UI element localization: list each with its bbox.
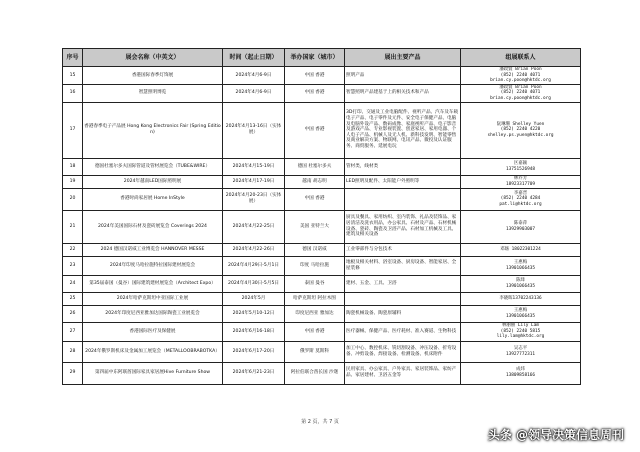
cell-no: 24 xyxy=(63,275,83,292)
cell-place: 中国 香港 xyxy=(285,322,345,341)
cell-no: 23 xyxy=(63,256,83,275)
contact-line: 邓旸 18022301224 xyxy=(500,246,541,252)
cell-place: 阿拉伯联合酋长国 沙迦 xyxy=(285,362,345,384)
cell-no: 16 xyxy=(63,84,83,102)
cell-products: 照明产品 xyxy=(345,67,461,85)
cell-place: 俄罗斯 莫斯科 xyxy=(285,341,345,362)
cell-contact xyxy=(461,84,581,102)
contact-line: 林丽丽 Lily Lam xyxy=(502,323,539,329)
cell-exhibition-name: 第35届泰国（曼谷）国际建筑建材展览会（Architect Expo） xyxy=(83,275,223,292)
cell-products: 医疗器械、保健产品、医疗耗材、准入赛道、生物科技 xyxy=(345,322,461,341)
header-name: 展会名称（中英文） xyxy=(83,49,223,67)
cell-date: 2024年4月30日-5月5日 xyxy=(223,275,285,292)
contact-line: 李晓晖13702243136 xyxy=(499,295,542,301)
cell-place: 德国 杜塞尔多夫 xyxy=(285,158,345,175)
contact-line: brian.cy.poon@hktdc.org xyxy=(490,95,551,101)
contact-line: 吴志平 xyxy=(513,345,528,351)
header-place: 举办国家（城市） xyxy=(285,49,345,67)
cell-contact xyxy=(461,305,581,322)
cell-no: 25 xyxy=(63,292,83,305)
cell-exhibition-name: 2024年印度马哈拉施特拉国际建材展览会 xyxy=(83,256,223,275)
cell-place: 哈萨克斯坦 阿拉木图 xyxy=(285,292,345,305)
cell-no: 29 xyxy=(63,362,83,384)
cell-exhibition-name: 香港国际医疗及保健展 xyxy=(83,322,223,341)
cell-place: 越南 胡志明 xyxy=(285,175,345,188)
cell-exhibition-name: 2024年哈萨克斯坦中亚国际工业展 xyxy=(83,292,223,305)
table-row xyxy=(63,102,581,158)
cell-products xyxy=(345,188,461,210)
contact-line: 陈烽 xyxy=(516,277,525,283)
cell-contact xyxy=(461,322,581,341)
table-row xyxy=(63,84,581,102)
cell-products: 陶瓷机械设备、陶瓷原辅料 xyxy=(345,305,461,322)
contact-line: 潘政賢 Brian Poon xyxy=(499,67,542,72)
cell-contact xyxy=(461,292,581,305)
table-header-row xyxy=(63,49,581,67)
contact-line: brian.cy.poon@hktdc.org xyxy=(490,78,551,84)
cell-contact xyxy=(461,362,581,384)
cell-no: 19 xyxy=(63,175,83,188)
header-contact: 组展联系人 xyxy=(461,49,581,67)
cell-date: 2024年6月21-23日 xyxy=(223,362,285,384)
table-row xyxy=(63,275,581,292)
contact-line: (852) 2240 4284 xyxy=(500,196,541,202)
cell-date: 2024年4月29日-5月1日 xyxy=(223,256,285,275)
cell-date: 2024年5月 xyxy=(223,292,285,305)
cell-date: 2024年4月6-9日 xyxy=(223,67,285,85)
table-row xyxy=(63,188,581,210)
contact-line: 林乔芳 xyxy=(513,175,528,181)
contact-line: 成炜 xyxy=(516,367,525,373)
table-row xyxy=(63,341,581,362)
table-row xyxy=(63,158,581,175)
cell-date: 2024年4月17-19日 xyxy=(223,175,285,188)
contact-line: 13929903007 xyxy=(505,226,536,232)
cell-products: 加工中心、数控机床、铣切割设备、冲压设备、折弯设备、冲剪设备、焊接设备、检测设备、机床附件 xyxy=(345,341,461,362)
contact-line: 13901066435 xyxy=(505,283,536,289)
cell-place: 中国 香港 xyxy=(285,84,345,102)
contact-line: 13751526948 xyxy=(505,166,536,172)
cell-place: 德国 汉诺威 xyxy=(285,243,345,256)
cell-place: 泰国 曼谷 xyxy=(285,275,345,292)
contact-line: 王惠梅 xyxy=(513,259,528,265)
cell-no: 28 xyxy=(63,341,83,362)
table-row xyxy=(63,243,581,256)
table-row xyxy=(63,175,581,188)
cell-no: 27 xyxy=(63,322,83,341)
contact-line: 13901066435 xyxy=(505,265,536,271)
cell-no: 26 xyxy=(63,305,83,322)
cell-no: 17 xyxy=(63,102,83,158)
contact-line: (852) 2240 4220 xyxy=(500,127,541,133)
cell-no: 22 xyxy=(63,243,83,256)
contact-line: 13809858166 xyxy=(505,373,536,379)
table-row xyxy=(63,322,581,341)
cell-no: 15 xyxy=(63,67,83,85)
cell-exhibition-name: 第四届中东阿联酋国际家具家居展Hive Furniture Show xyxy=(83,362,223,384)
cell-place: 中国 香港 xyxy=(285,102,345,158)
cell-date: 2024年4月15-19日 xyxy=(223,158,285,175)
cell-date: 2024年6月16-18日 xyxy=(223,322,285,341)
cell-exhibition-name: 2024 德国汉诺威工业博览会 HANNOVER MESSE xyxy=(83,243,223,256)
cell-contact xyxy=(461,275,581,292)
cell-exhibition-name: 2024年越南LED国际照明展 xyxy=(83,175,223,188)
cell-products: 管材类，线材类 xyxy=(345,158,461,175)
cell-no: 20 xyxy=(63,188,83,210)
contact-line: 13927772311 xyxy=(505,351,536,357)
table-row xyxy=(63,256,581,275)
cell-contact xyxy=(461,243,581,256)
cell-date: 2024年4月20-23日（实体展） xyxy=(223,188,285,210)
cell-exhibition-name: 2024年印度尼西亚雅加达国际陶瓷工业展览会 xyxy=(83,305,223,322)
cell-date: 2024年4月22-25日 xyxy=(223,210,285,243)
cell-contact xyxy=(461,158,581,175)
header-date: 时间（起止日期） xyxy=(223,49,285,67)
contact-line: 18923317709 xyxy=(505,181,536,187)
contact-line: 陈泰萍 xyxy=(513,220,528,226)
table-row xyxy=(63,292,581,305)
cell-exhibition-name: 德国杜塞尔多夫国际管道及管材展览会（TUBE&WIRE） xyxy=(83,158,223,175)
watermark-text: 头条 @领导决策信息周刊 xyxy=(487,428,624,442)
page-footer: 第 2 页，共 7 页 xyxy=(301,419,339,425)
cell-exhibition-name: 香港国际春季灯饰展 xyxy=(83,67,223,85)
cell-exhibition-name: 2024年俄罗斯机床及金属加工展览会（METALLOOBRABOTKA） xyxy=(83,341,223,362)
cell-date: 2024年5月10-12日 xyxy=(223,305,285,322)
cell-place: 印度 马哈拉施 xyxy=(285,256,345,275)
cell-contact xyxy=(461,256,581,275)
cell-place: 中国 香港 xyxy=(285,188,345,210)
contact-line: (852) 2240 4071 xyxy=(500,90,541,96)
cell-contact xyxy=(461,67,581,85)
cell-products xyxy=(345,292,461,305)
table-row xyxy=(63,67,581,85)
cell-products: LED照明及配件、太阳能户外照明等 xyxy=(345,175,461,188)
cell-date: 2024年4月6-9日 xyxy=(223,84,285,102)
cell-date: 2024年4月22-26日 xyxy=(223,243,285,256)
cell-place: 印度尼西亚 雅加达 xyxy=(285,305,345,322)
table-row xyxy=(63,210,581,243)
cell-no: 18 xyxy=(63,158,83,175)
header-no: 序号 xyxy=(63,49,83,67)
cell-contact xyxy=(461,102,581,158)
cell-exhibition-name: 香港时尚家居展 Home InStyle xyxy=(83,188,223,210)
cell-products: 地板及相关材料、浴室设备、厨房设备、智能家居、全屋装修 xyxy=(345,256,461,275)
contact-line: (852) 2240 5815 xyxy=(500,328,541,334)
contact-line: pat.li@hktdc.org xyxy=(499,201,542,207)
cell-place: 中国 香港 xyxy=(285,67,345,85)
cell-products: 3D打印、交通及工业电脑配件、视听产品、汽车及车载电子产品、电子零件及元件、安全电子保健产品、电脑及电脑外设产品、数码成像、家庭视听产品、电子影音及游戏产品、专业影视装置、创意家居、家用电器、个人电子产品、机械人及无人机、新科技发明、智能零售及商业解决方案、物联网、电讯产品、微投及认证服务、商贸服务、延展电玩 xyxy=(345,102,461,158)
header-products: 展出主要产品 xyxy=(345,49,461,67)
cell-exhibition-name: 香港春季电子产品展 Hong Kong Electronics Fair (Spring Edition) xyxy=(83,102,223,158)
cell-date: 2024年6月17-20日 xyxy=(223,341,285,362)
cell-contact xyxy=(461,210,581,243)
contact-line: 王惠梅 xyxy=(513,307,528,313)
cell-date: 2024年4月13-16日（实体展） xyxy=(223,102,285,158)
cell-no: 21 xyxy=(63,210,83,243)
contact-line: lily.lam@hktdc.org xyxy=(496,334,545,340)
cell-products: 建材、五金、工具、卫浴 xyxy=(345,275,461,292)
table-row xyxy=(63,305,581,322)
cell-place: 美国 亚特兰大 xyxy=(285,210,345,243)
cell-contact xyxy=(461,175,581,188)
cell-products: 智慧照明产品建基于上的相关技术和产品 xyxy=(345,84,461,102)
exhibition-schedule-table xyxy=(62,48,581,385)
cell-products: 工业零部件与分包技术 xyxy=(345,243,461,256)
cell-products: 民用家具、办公家具、户外家具、家居装饰品、家纺产品、家居建材、卫浴五金等 xyxy=(345,362,461,384)
cell-exhibition-name: 2024年美国国际石材及瓷砖展览会 Coverings 2024 xyxy=(83,210,223,243)
contact-line: shelley.ps.yuen@hktdc.org xyxy=(487,132,554,138)
cell-exhibition-name: 智慧照明博览 xyxy=(83,84,223,102)
contact-line: 区嘉颖 xyxy=(513,160,528,166)
cell-contact xyxy=(461,341,581,362)
contact-line: (852) 2240 4071 xyxy=(500,72,541,78)
contact-line: 阮琳珊 Shelley Yuen xyxy=(496,121,545,127)
contact-line: 13901066435 xyxy=(505,313,536,319)
contact-line: 李嘉晋 xyxy=(513,190,528,196)
contact-line: 潘政賢 Brian Poon xyxy=(499,84,542,90)
cell-products: 厨具及餐具、家用纺织、室内装饰、礼品及装饰品、家居清洁及洗衣用品，办公家具、石材及产品、石材机械设备、瓷砖、陶瓷及卫浴产品、石材加工机械及工具、建筑及相关设备 xyxy=(345,210,461,243)
cell-contact xyxy=(461,188,581,210)
table-row xyxy=(63,362,581,384)
